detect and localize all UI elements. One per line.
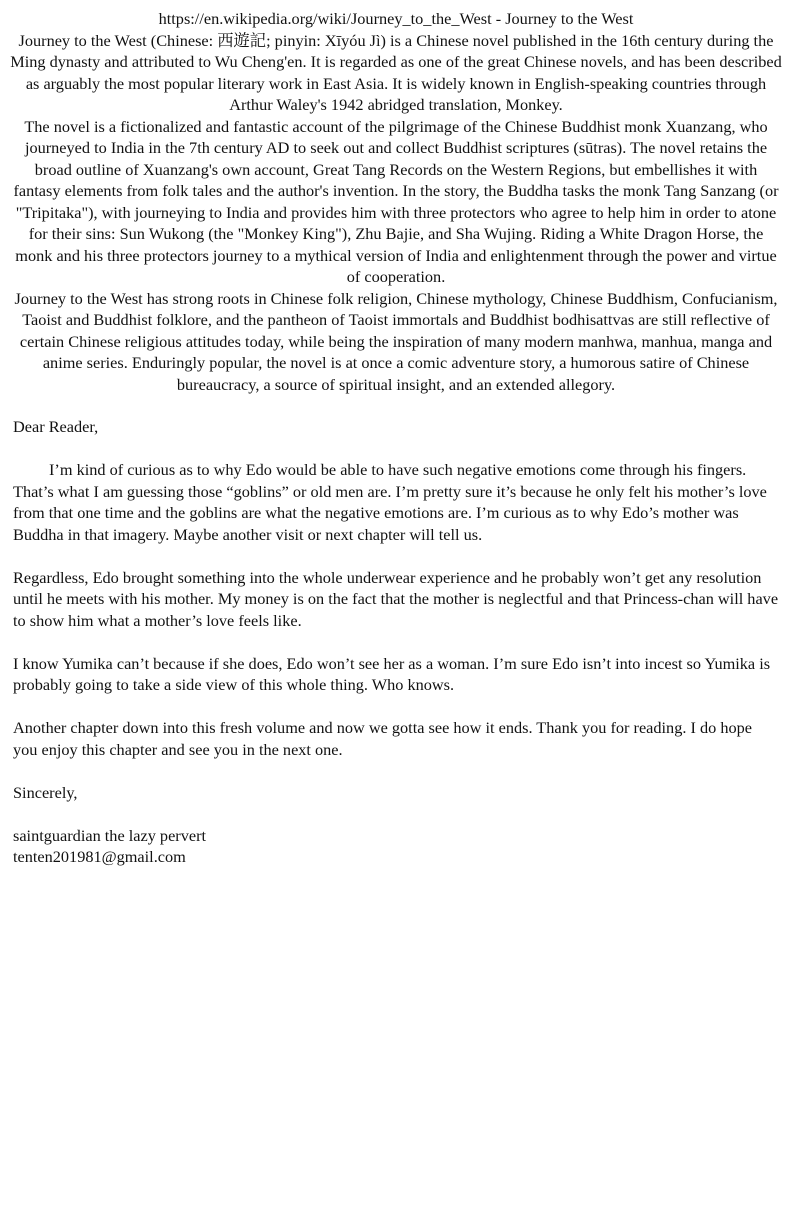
- letter-paragraph: I know Yumika can’t because if she does, Edo won’t see her as a woman. I’m sure Edo isn’t into incest so Yumika is probably going to take a side view of this whole thing. Who knows.: [13, 653, 771, 694]
- letter-paragraph: I’m kind of curious as to why Edo would be able to have such negative emotions come through his fingers. That’s what I am guessing those “goblins” or old men are. I’m pretty sure it’s because he only felt his mother’s love from that one time and the goblins are what the negative emotions are. I’m curious as to why Edo’s mother was Buddha in that imagery. Maybe another visit or next chapter will tell us.: [13, 460, 767, 544]
- letter-signature: saintguardian the lazy pervert: [13, 825, 207, 845]
- wiki-excerpt: [0, 8, 792, 395]
- wiki-paragraph-roots: Journey to the West has strong roots in Chinese folk religion, Chinese mythology, Chinese Buddhism, Confucianism, Taoist and Buddhist folklore, and the pantheon of Taoist immortals and Buddhist bodhisattvas are still reflective of certain Chinese religious attitudes today, while being the inspiration of many modern manhwa, manhua, manga and anime series. Enduringly popular, the novel is at once a comic adventure story, a humorous satire of Chinese bureaucracy, a source of spiritual insight, and an extended allegory.: [14, 288, 778, 394]
- wiki-paragraph-plot: The novel is a fictionalized and fantastic account of the pilgrimage of the Chinese Buddhist monk Xuanzang, who journeyed to India in the 7th century AD to seek out and collect Buddhist scriptures (sūtras). The novel retains the broad outline of Xuanzang's own account, Great Tang Records on the Western Regions, but embellishes it with fantasy elements from folk tales and the author's invention. In the story, the Buddha tasks the monk Tang Sanzang (or "Tripitaka"), with journeying to India and provides him with three protectors who agree to help him in order to atone for their sins: Sun Wukong (the "Monkey King"), Zhu Bajie, and Sha Wujing. Riding a White Dragon Horse, the monk and his three protectors journey to a mythical version of India and enlightenment through the power and virtue of cooperation.: [13, 116, 779, 286]
- letter-closing: Sincerely,: [13, 782, 78, 802]
- letter-greeting: Dear Reader,: [13, 417, 99, 436]
- source-url[interactable]: https://en.wikipedia.org/wiki/Journey_to_the_West: [158, 9, 492, 28]
- letter-email[interactable]: tenten201981@gmail.com: [13, 847, 186, 866]
- translator-letter: [0, 416, 792, 868]
- document-page: [0, 8, 792, 868]
- wiki-paragraph-intro: Journey to the West (Chinese: 西遊記; pinyin: Xīyóu Jì) is a Chinese novel published in the 16th century during the Ming dynasty and attributed to Wu Cheng'en. It is regarded as one of the great Chinese novels, and has been described as arguably the most popular literary work in East Asia. It is widely known in English-speaking countries through Arthur Waley's 1942 abridged translation, Monkey.: [10, 30, 782, 114]
- source-header: [10, 8, 782, 30]
- letter-paragraph: Regardless, Edo brought something into the whole underwear experience and he probably won’t get any resolution until he meets with his mother. My money is on the fact that the mother is neglectful and that Princess-chan will have to show him what a mother’s love feels like.: [13, 567, 779, 630]
- header-separator: -: [491, 9, 506, 28]
- source-title: Journey to the West: [505, 9, 634, 28]
- letter-paragraph: Another chapter down into this fresh volume and now we gotta see how it ends. Thank you for reading. I do hope you enjoy this chapter and see you in the next one.: [13, 718, 752, 759]
